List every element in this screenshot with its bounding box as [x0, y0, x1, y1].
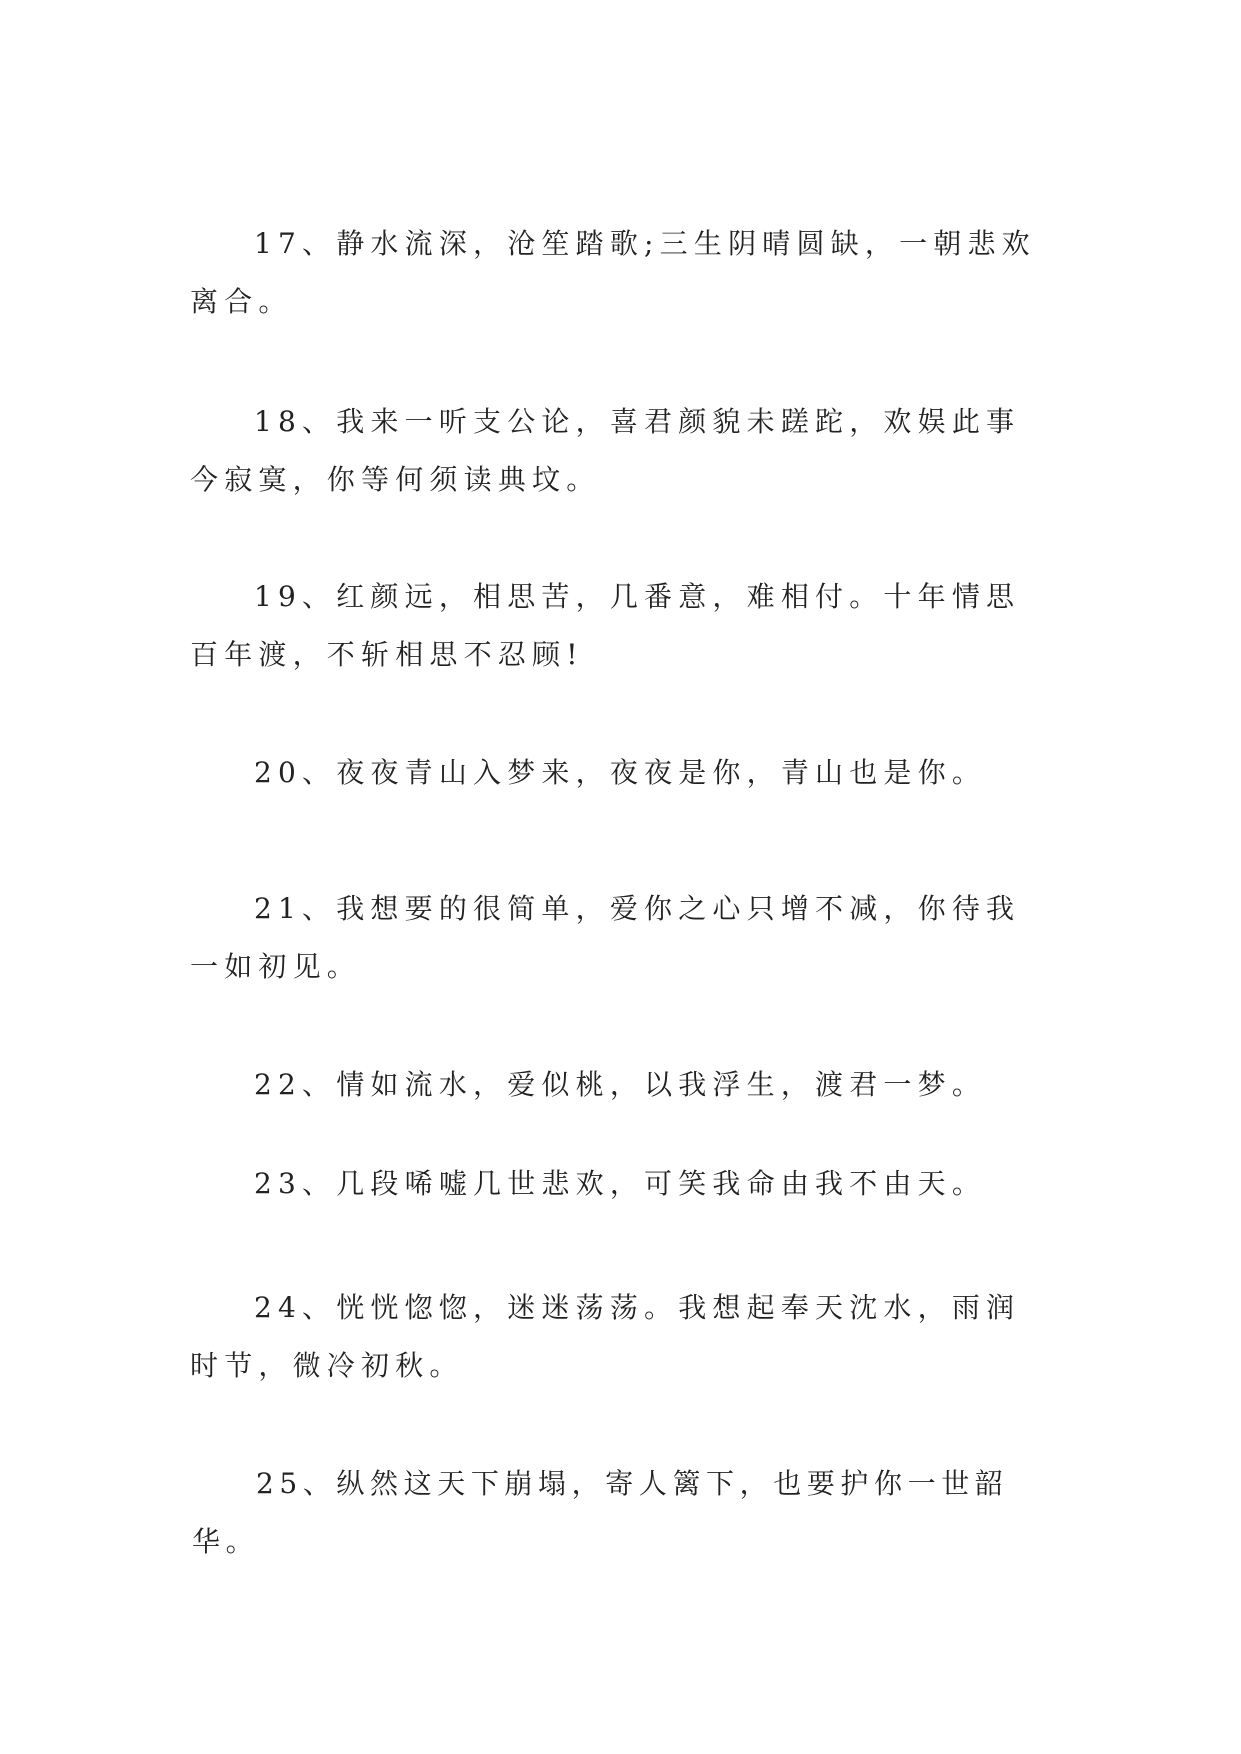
paragraph-25: 25、纵然这天下崩塌，寄人篱下，也要护你一世韶华。	[192, 1467, 1009, 1558]
paragraph-20: 20、夜夜青山入梦来，夜夜是你，青山也是你。	[254, 756, 987, 789]
paragraph-23: 23、几段唏嘘几世悲欢，可笑我命由我不由天。	[254, 1167, 987, 1200]
paragraph-19: 19、红颜远，相思苦，几番意，难相付。十年情思百年渡，不斩相思不忍顾!	[190, 580, 1021, 671]
paragraph-24: 24、恍恍惚惚，迷迷荡荡。我想起奉天沈水，雨润时节，微冷初秋。	[190, 1291, 1021, 1382]
paragraph-17: 17、静水流深，沧笙踏歌;三生阴晴圆缺，一朝悲欢离合。	[190, 227, 1036, 318]
paragraph-22: 22、情如流水，爱似桃，以我浮生，渡君一梦。	[254, 1068, 987, 1101]
paragraph-18: 18、我来一听支公论，喜君颜貌未蹉跎，欢娱此事今寂寞，你等何须读典坟。	[190, 405, 1021, 496]
paragraph-21: 21、我想要的很简单，爱你之心只增不减，你待我一如初见。	[190, 892, 1021, 983]
